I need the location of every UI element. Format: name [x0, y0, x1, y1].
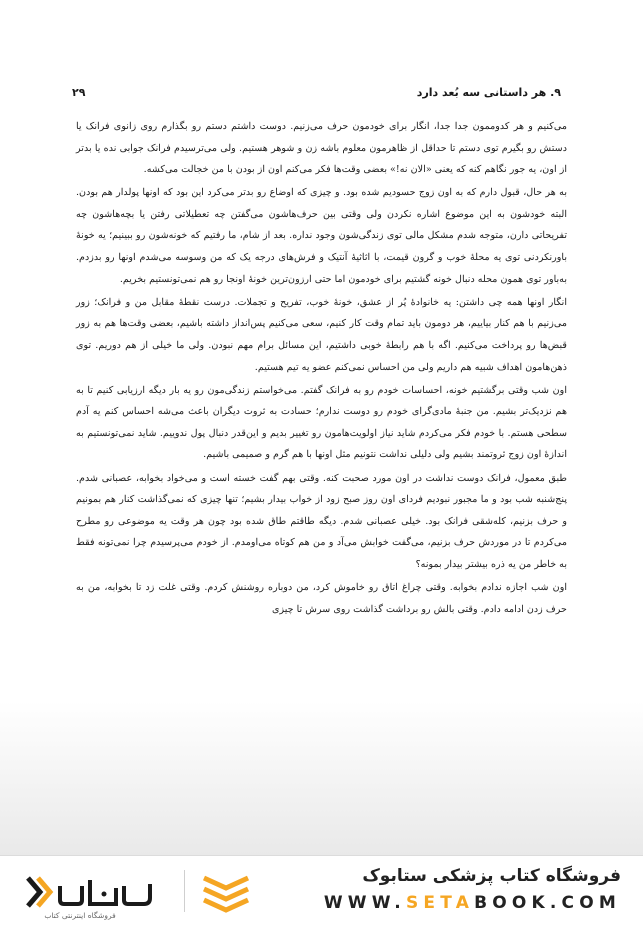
- page-header: [72, 82, 561, 102]
- body-text: [76, 116, 567, 622]
- banner-divider: [184, 870, 185, 912]
- page-number: ۲۹: [72, 85, 86, 99]
- paragraph: طبق معمول، فرانک دوست نداشت در اون مورد صحبت کنه. وقتی بهم گفت خسته است و می‌خواد بخوابه، عصبانی شدم. پنج‌شنبه شب بود و ما مجبور نبودیم فردای اون روز صبح زود از خواب بیدار بشیم؛ تنها چیزی که نمی‌گذاشت کنار هم بمونیم و حرف بزنیم، کله‌شقی فرانک بود. خیلی عصبانی شدم. دیگه طاقتم طاق شده بود چون هر وقت یه موضوعی رو مطرح می‌کردم تا در موردش حرف بزنیم، می‌گفت خوابش می‌آد و من هم کوتاه می‌اومدم. از خودم می‌پرسیدم چرا نمی‌تونه فقط به خاطر من یه ذره بیشتر بیدار بمونه؟: [76, 472, 567, 570]
- paragraph: به هر حال، قبول دارم که به اون زوج حسودیم شده بود. و چیزی که اوضاع رو بدتر می‌کرد این بود که اونها پولدار هم بودن. البته خودشون به این موضوع اشاره نکردن ولی وقتی بین حرف‌هاشون می‌گفتن چه تعطیلاتی رفتن یا بچه‌هاشون چه تفریحاتی دارن، متوجه شدم مشکل مالی توی زندگی‌شون وجود نداره. بعد از شام، ما رفتیم که خونه‌شون رو ببینیم؛ یه خونهٔ باورنکردنی توی یه محلهٔ خوب و گرون قیمت، با اثاثیهٔ آنتیک و فرش‌های درجه یک که من وسوسه می‌شدم اونها رو بدزدم. به‌باور توی همون محله دنبال خونه گشتیم برای خودمون اما حتی ارزون‌ترین خونهٔ اونجا رو هم نمی‌تونستیم بخریم.: [76, 187, 567, 285]
- paragraph: اون شب اجازه ندادم بخوابه. وقتی چراغ اتاق رو خاموش کرد، من دوباره روشنش کردم. وقتی غلت زد تا بخوابه، من به حرف زدن ادامه دادم. وقتی بالش رو برداشت گذاشت روی سرش تا چیزی: [76, 581, 567, 615]
- logo-subtitle: فروشگاه اینترنتی کتاب: [44, 911, 116, 920]
- store-banner: [0, 855, 643, 927]
- url-prefix: WWW.: [323, 893, 406, 913]
- setabook-logo: [20, 866, 165, 921]
- paragraph: اون شب وقتی برگشتیم خونه، احساسات خودم رو به فرانک گفتم. می‌خواستم زندگی‌مون رو یه بار دیگه ارزیابی کنیم تا به هم نزدیک‌تر بشیم. من جنبهٔ مادی‌گرای خودم رو دوست ندارم؛ حسادت به ثروت دیگران باعث می‌شه احساس کنم یه آدم سطحی هستم. با خودم فکر می‌کردم شاید نیاز اولویت‌هامون رو تغییر بدیم و این‌قدر دنبال پول ندوییم. شاید نمی‌تونستیم به اندازهٔ اون زوج ثروتمند بشیم ولی دلیلی نداشت نتونیم مثل اونها با هم گرم و صمیمی باشیم.: [76, 384, 567, 461]
- store-url[interactable]: [324, 893, 621, 913]
- url-highlight: SETA: [405, 893, 475, 913]
- paragraph: می‌کنیم و هر کدوممون جدا جدا، انگار برای خودمون حرف می‌زنیم. دوست داشتم دستم رو بگذارم روی زانوی فرانک یا دستش رو بگیرم توی دستم تا حداقل از ظاهرمون معلوم باشه زن و شوهر هستیم. ولی می‌ترسیدم فرانک جوابی نده یا بدتر از اون، یه جور نگاهم کنه که یعنی «الان نه!» بعضی وقت‌ها فکر می‌کنم اون از بودن با من خجالت می‌کشه.: [76, 121, 567, 176]
- book-stack-icon: [200, 868, 252, 914]
- url-suffix: BOOK.COM: [474, 893, 621, 913]
- chapter-title: ۹. هر داستانی سه بُعد دارد: [416, 85, 561, 99]
- store-name: فروشگاه کتاب پزشکی ستابوک: [362, 866, 621, 886]
- paragraph: انگار اونها همه چی داشتن: یه خانوادهٔ پُر از عشق، خونهٔ خوب، تفریح و تجملات. درست نقطهٔ مقابل من و فرانک؛ زور می‌زنیم با هم کنار بیاییم، هر دومون باید تمام وقت کار کنیم، سعی می‌کنیم پس‌انداز داشته باشیم، بعضی وقت‌ها هم به زور قبض‌ها رو پرداخت می‌کنیم. اگه با هم رابطهٔ خوبی داشتیم، این مسائل برام مهم نبودن. ولی ما خیلی از هم دوریم. توی ذهن‌هامون اهداف شبیه هم داریم ولی من احساس نمی‌کنم عضو یه تیم هستیم.: [76, 296, 567, 373]
